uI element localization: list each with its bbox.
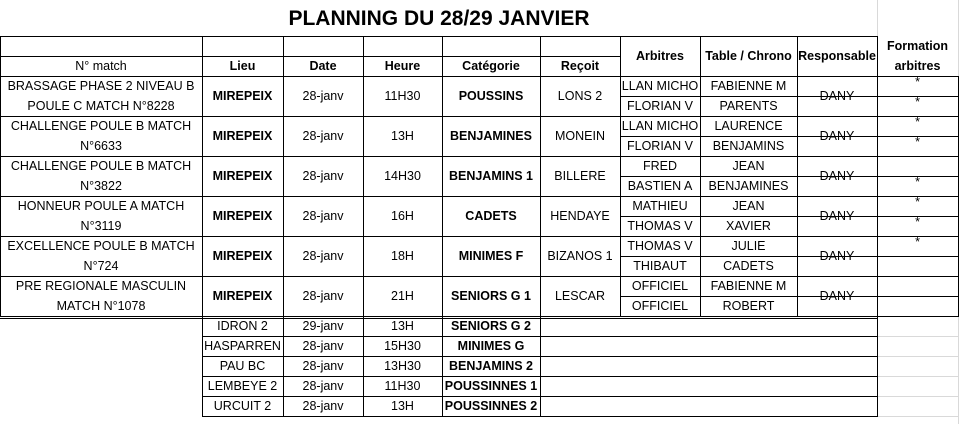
table-chrono-cell: FABIENNE M	[710, 79, 787, 93]
heure-cell: 13H	[391, 129, 414, 143]
match-name-line1: HONNEUR POULE A MATCH	[17, 199, 185, 213]
match-name-line2: N°3822	[80, 179, 122, 193]
formation-mark: *	[915, 175, 920, 189]
header-recoit: Reçoit	[560, 59, 600, 73]
categorie-cell: POUSSINS	[458, 89, 524, 103]
page-title: PLANNING DU 28/29 JANVIER	[288, 7, 590, 30]
heure-cell: 16H	[391, 209, 414, 223]
grid-line	[877, 416, 959, 417]
grid-line	[877, 396, 959, 397]
grid-line	[958, 276, 959, 317]
arbitre-cell: LLAN MICHO	[621, 79, 699, 93]
recoit-cell: BILLERE	[554, 169, 606, 183]
categorie-cell: POUSSINNES 2	[444, 399, 538, 413]
lieu-cell: LEMBEYE 2	[207, 379, 278, 393]
lieu-cell: IDRON 2	[217, 319, 268, 333]
lieu-cell: MIREPEIX	[212, 249, 273, 263]
lieu-cell: PAU BC	[219, 359, 266, 373]
header-arbitres: Arbitres	[636, 49, 684, 63]
match-name-line2: MATCH N°1078	[56, 299, 146, 313]
grid-line	[877, 376, 959, 377]
lieu-cell: MIREPEIX	[212, 289, 273, 303]
responsable-cell: DANY	[819, 289, 855, 303]
match-name-line1: CHALLENGE POULE B MATCH	[10, 159, 192, 173]
table-chrono-cell: FABIENNE M	[710, 279, 787, 293]
header-responsable: Responsable	[798, 49, 876, 63]
responsable-cell: DANY	[819, 209, 855, 223]
grid-line	[877, 316, 878, 417]
match-name-line1: CHALLENGE POULE B MATCH	[10, 119, 192, 133]
match-name-line2: POULE C MATCH N°8228	[27, 99, 175, 113]
date-cell: 28-janv	[302, 399, 344, 413]
lieu-cell: MIREPEIX	[212, 169, 273, 183]
formation-mark: *	[915, 195, 920, 209]
match-name-line2: N°6633	[80, 139, 122, 153]
header-categorie: Catégorie	[462, 59, 520, 73]
header-formation-line1: Formation	[886, 39, 949, 53]
arbitre-cell: THIBAUT	[633, 259, 687, 273]
lieu-cell: MIREPEIX	[212, 209, 273, 223]
grid-line	[958, 156, 959, 197]
grid-line	[540, 376, 541, 397]
grid-line	[540, 396, 541, 417]
header-lieu: Lieu	[229, 59, 256, 73]
date-cell: 28-janv	[302, 359, 344, 373]
grid-line	[958, 116, 959, 157]
heure-cell: 15H30	[384, 339, 421, 353]
table-chrono-cell: LAURENCE	[714, 119, 783, 133]
header-date: Date	[309, 59, 337, 73]
categorie-cell: MINIMES G	[457, 339, 525, 353]
categorie-cell: SENIORS G 1	[451, 289, 531, 303]
lieu-cell: MIREPEIX	[212, 89, 273, 103]
formation-mark: *	[915, 215, 920, 229]
responsable-cell: DANY	[819, 169, 855, 183]
header-match: N° match	[75, 59, 127, 73]
date-cell: 28-janv	[302, 209, 344, 223]
table-chrono-cell: PARENTS	[719, 99, 778, 113]
grid-line	[877, 0, 878, 37]
grid-line	[877, 336, 959, 337]
lieu-cell: HASPARREN	[204, 339, 281, 353]
recoit-cell: LESCAR	[554, 289, 606, 303]
formation-mark: *	[915, 75, 920, 89]
formation-mark	[877, 292, 958, 312]
arbitre-cell: THOMAS V	[627, 219, 693, 233]
responsable-cell: DANY	[819, 129, 855, 143]
categorie-cell: CADETS	[465, 209, 517, 223]
date-cell: 28-janv	[302, 129, 344, 143]
header-formation-line2: arbitres	[894, 59, 941, 73]
formation-mark	[877, 272, 958, 292]
arbitre-cell: LLAN MICHO	[621, 119, 699, 133]
arbitre-cell: OFFICIEL	[631, 279, 689, 293]
categorie-cell: MINIMES F	[458, 249, 524, 263]
arbitre-cell: BASTIEN A	[627, 179, 693, 193]
table-chrono-cell: JULIE	[731, 239, 766, 253]
responsable-cell: DANY	[819, 249, 855, 263]
heure-cell: 13H	[391, 399, 414, 413]
categorie-cell: POUSSINNES 1	[444, 379, 538, 393]
formation-mark: *	[915, 115, 920, 129]
table-chrono-cell: BENJAMINES	[708, 179, 789, 193]
heure-cell: 13H30	[384, 359, 421, 373]
date-cell: 28-janv	[302, 339, 344, 353]
match-name-line2: N°724	[83, 259, 119, 273]
heure-cell: 14H30	[384, 169, 421, 183]
heure-cell: 21H	[391, 289, 414, 303]
formation-mark	[877, 152, 958, 172]
table-chrono-cell: JEAN	[732, 159, 765, 173]
date-cell: 28-janv	[302, 289, 344, 303]
formation-mark	[877, 252, 958, 272]
arbitre-cell: OFFICIEL	[631, 299, 689, 313]
grid-line	[540, 316, 541, 337]
grid-line	[958, 196, 959, 237]
grid-line	[877, 356, 959, 357]
date-cell: 28-janv	[302, 89, 344, 103]
arbitre-cell: FLORIAN V	[627, 99, 693, 113]
heure-cell: 13H	[391, 319, 414, 333]
grid-line	[958, 236, 959, 277]
grid-line	[0, 36, 878, 37]
match-name-line1: PRE REGIONALE MASCULIN	[15, 279, 187, 293]
recoit-cell: MONEIN	[555, 129, 605, 143]
match-name-line2: N°3119	[80, 219, 122, 233]
match-name-line1: EXCELLENCE POULE B MATCH	[7, 239, 195, 253]
date-cell: 28-janv	[302, 249, 344, 263]
grid-line	[958, 76, 959, 117]
responsable-cell: DANY	[819, 89, 855, 103]
arbitre-cell: FLORIAN V	[627, 139, 693, 153]
header-table-chrono: Table / Chrono	[705, 49, 792, 63]
match-name-line1: BRASSAGE PHASE 2 NIVEAU B	[7, 79, 195, 93]
table-chrono-cell: BENJAMINS	[712, 139, 785, 153]
categorie-cell: BENJAMINS 2	[448, 359, 534, 373]
table-chrono-cell: ROBERT	[722, 299, 775, 313]
grid-line	[540, 356, 541, 377]
recoit-cell: HENDAYE	[550, 209, 610, 223]
arbitre-cell: FRED	[642, 159, 678, 173]
arbitre-cell: MATHIEU	[632, 199, 688, 213]
grid-line	[540, 336, 541, 357]
recoit-cell: BIZANOS 1	[547, 249, 613, 263]
table-chrono-cell: CADETS	[723, 259, 774, 273]
formation-mark: *	[915, 135, 920, 149]
date-cell: 28-janv	[302, 379, 344, 393]
table-chrono-cell: XAVIER	[726, 219, 771, 233]
date-cell: 28-janv	[302, 169, 344, 183]
recoit-cell: LONS 2	[557, 89, 603, 103]
table-chrono-cell: JEAN	[732, 199, 765, 213]
arbitre-cell: THOMAS V	[627, 239, 693, 253]
lieu-cell: URCUIT 2	[213, 399, 272, 413]
heure-cell: 11H30	[384, 379, 421, 393]
date-cell: 29-janv	[302, 319, 344, 333]
formation-mark: *	[915, 235, 920, 249]
categorie-cell: BENJAMINES	[450, 129, 532, 143]
header-heure: Heure	[384, 59, 421, 73]
categorie-cell: BENJAMINS 1	[448, 169, 534, 183]
formation-mark: *	[915, 95, 920, 109]
lieu-cell: MIREPEIX	[212, 129, 273, 143]
heure-cell: 11H30	[384, 89, 421, 103]
heure-cell: 18H	[391, 249, 414, 263]
categorie-cell: SENIORS G 2	[451, 319, 531, 333]
